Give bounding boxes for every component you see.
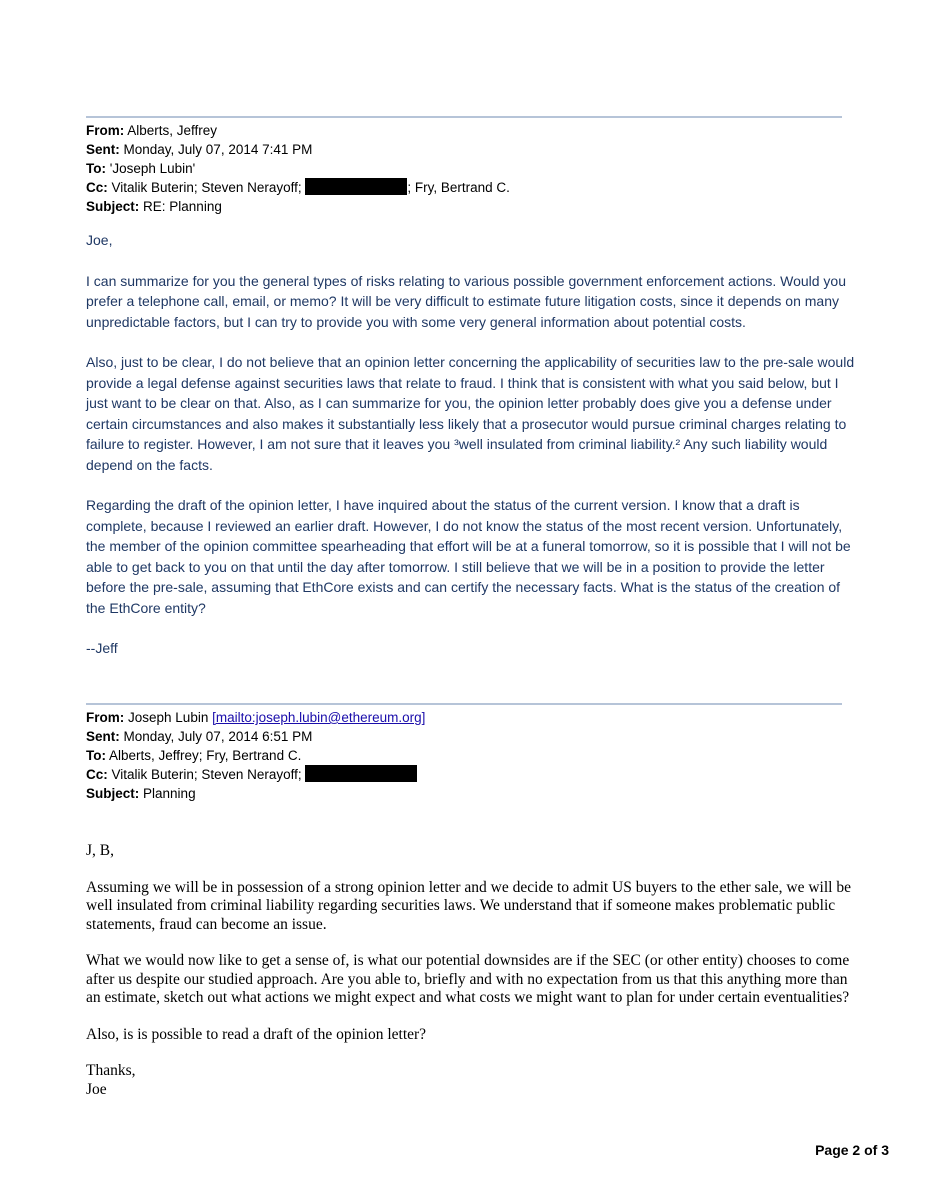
from-label: From:	[86, 123, 125, 138]
redaction-box	[305, 765, 417, 782]
sent-label: Sent:	[86, 142, 120, 157]
page-number: Page 2 of 3	[815, 1142, 889, 1158]
cc-label: Cc:	[86, 767, 108, 782]
from-value: Alberts, Jeffrey	[127, 123, 218, 138]
body-paragraph: Also, is is possible to read a draft of the opinion letter?	[86, 1025, 427, 1043]
cc-label: Cc:	[86, 180, 108, 195]
body-paragraph: I can summarize for you the general types of risks relating to various possible government enforcement actions. Would you prefer a telephone call, email, or memo? It will be very difficult to estimate future litigation costs, since it depends on many unpredictable factors, but I can try to provide you with some very general information about potential costs.	[86, 272, 847, 330]
redaction-box	[305, 178, 407, 195]
greeting: Joe,	[86, 232, 113, 248]
to-label: To:	[86, 748, 106, 763]
signature: Joe	[86, 1080, 107, 1098]
subject-value: RE: Planning	[143, 199, 222, 214]
signoff: --Jeff	[86, 640, 118, 656]
sent-label: Sent:	[86, 729, 120, 744]
from-value: Joseph Lubin	[128, 710, 209, 725]
separator-line	[86, 116, 842, 118]
from-label: From:	[86, 710, 125, 725]
closing: Thanks,	[86, 1062, 136, 1079]
subject-value: Planning	[143, 786, 196, 801]
body-paragraph: Regarding the draft of the opinion letter, I have inquired about the status of the current version. I know that a draft is complete, because I reviewed an earlier draft. However, I do not know the status of the most recent version. Unfortunately, the member of the opinion committee spearheading that effort will be at a funeral tomorrow, so it is possible that I will not be able to get back to you on that until the day after tomorrow. I still believe that we will be in a position to provide the letter before the pre-sale, assuming that EthCore exists and can certify the necessary facts. What is the status of the creation of the EthCore entity?	[86, 497, 851, 616]
cc-value: Vitalik Buterin; Steven Nerayoff;	[111, 180, 302, 195]
email-body-2	[86, 842, 856, 1099]
to-value: Alberts, Jeffrey; Fry, Bertrand C.	[109, 748, 302, 763]
to-label: To:	[86, 161, 106, 176]
sent-value: Monday, July 07, 2014 7:41 PM	[123, 142, 313, 157]
body-paragraph: Also, just to be clear, I do not believe that an opinion letter concerning the applicability of securities law to the pre-sale would provide a legal defense against securities laws that relate to fraud. I think that is consistent with what you said below, but I just want to be clear on that. Also, as I can summarize for you, the opinion letter probably does give you a defense under certain circumstances and also makes it substantially less likely that a prosecutor would pursue criminal charges relating to failure to register. However, I am not sure that it leaves you ³well insulated from criminal liability.² Any such liability would depend on the facts.	[86, 354, 855, 473]
subject-label: Subject:	[86, 199, 140, 214]
to-value: 'Joseph Lubin'	[109, 161, 196, 176]
email-body-1	[86, 230, 856, 659]
greeting: J, B,	[86, 842, 114, 859]
cc-value: Vitalik Buterin; Steven Nerayoff;	[111, 767, 302, 782]
cc-value-after: ; Fry, Bertrand C.	[407, 180, 510, 195]
subject-label: Subject:	[86, 786, 140, 801]
email-header-1	[86, 121, 510, 216]
separator-line	[86, 703, 842, 705]
email-header-2	[86, 708, 425, 803]
sent-value: Monday, July 07, 2014 6:51 PM	[123, 729, 313, 744]
body-paragraph: Assuming we will be in possession of a strong opinion letter and we decide to admit US buyers to the ether sale, we will be well insulated from criminal liability regarding securities laws. We understand that if someone makes problematic public statements, fraud can become an issue.	[86, 878, 851, 933]
mailto-link[interactable]: [mailto:joseph.lubin@ethereum.org]	[212, 710, 426, 725]
body-paragraph: What we would now like to get a sense of, is what our potential downsides are if the SEC (or other entity) chooses to come after us despite our studied approach. Are you able to, briefly and with no expectation from us that this anything more than an estimate, sketch out what actions we might expect and what costs we might want to plan for under certain eventualities?	[86, 952, 850, 1006]
